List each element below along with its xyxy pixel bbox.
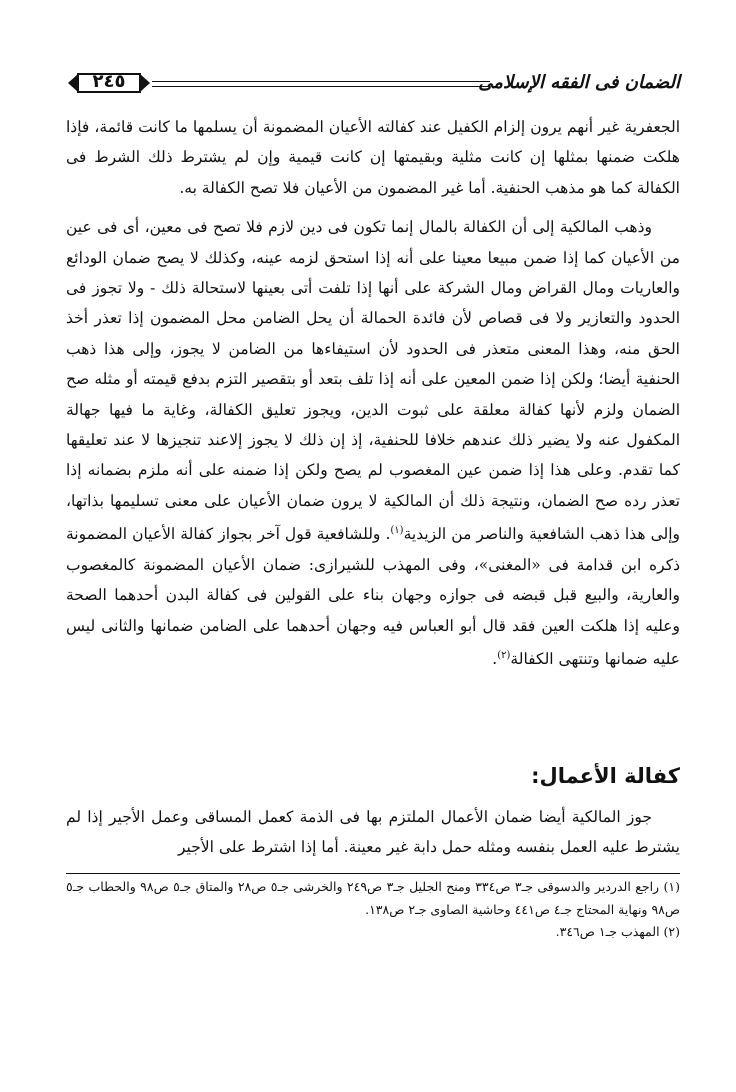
paragraph-2-text-a: وذهب المالكية إلى أن الكفالة بالمال إنما تكون فى دين لازم فلا تصح فى معين، أى فى عين من الأعيان كما إذا ضمن مبيعا معينا على أنه إذا استحق لزمه عينه، وكذلك لا يصح ضمان الودائع والعاريات ومال القراض ومال الشركة على أنها إذا تلفت أتى بعينها لاستحالة ذلك - ولا تجوز فى الحدود والتعازير ولا فى قصاص لأن فائدة الحمالة أن يحل الضامن محل المضمون إذا تعذر أخذ الحق منه، وهذا المعنى متعذر فى الحدود لأن استيفاءها من الضامن لا يجوز، وإلى هذا ذهب الحنفية أيضا؛ ولكن إذا ضمن المعين على أنه إذا تلف بتعد أو بتقصير التزم بدفع قيمته أو مثله صح الضمان ولزم لأنها كفالة معلقة على ثبوت الدين، ويجوز تعليق الكفالة، وغاية ما فيها جهالة المكفول عنه ولا يضير ذلك عندهم خلافا للحنفية، إذ إن ذلك لا يجوز إلاعند تنجيزها لا عند تعليقها كما تقدم. وعلى هذا إذا ضمن عين المغصوب لم يصح ولكن إذا ضمنه على أنه ملزم بضمانه إذا تعذر رده صح الضمان، ونتيجة ذلك أن المالكية لا يرون ضمان الأعيان على معنى تسليمها بذاتها، وإلى هذا ذهب الشافعية والناصر من الزيدية bbox=[66, 218, 681, 544]
paragraph-1: الجعفرية غير أنهم يرون إلزام الكفيل عند كفالته الأعيان المضمونة أن يسلمها ما كانت قائمة، فإذا هلكت ضمنها بمثلها إن كانت مثلية وبقيمتها إن كانت قيمية وإن لم يشترط ذلك الشرط فى الكفالة كما هو مذهب الحنفية. أما غير المضمون من الأعيان فلا تصح الكفالة به. bbox=[66, 118, 680, 197]
footnote-1: (١) راجع الدردير والدسوقى جـ٣ ص٣٣٤ ومنح الجليل جـ٣ ص٢٤٩ والخرشى جـ٥ ص٢٨ والمتاق جـ٥ ص٩٨ والحطاب جـ٥ ص٩٨ ونهاية المحتاج جـ٤ ص٤٤١ وحاشية الصاوى جـ٢ ص١٣٨. bbox=[66, 879, 680, 917]
paragraph-3: جوز المالكية أيضا ضمان الأعمال الملتزم بها فى الذمة كعمل المساقى وعمل الأجير إذا لم يشترط عليه العمل بنفسه ومثله حمل دابة غير معينة. أما إذا اشترط على الأجير bbox=[66, 808, 680, 857]
page-header bbox=[66, 72, 680, 106]
running-title: الضمان فى الفقه الإسلامى bbox=[478, 72, 680, 93]
footnote-2: (٢) المهذب جـ١ ص٣٤٦. bbox=[555, 924, 680, 939]
page-number: ٢٤٥ bbox=[92, 71, 126, 92]
footnote-ref-2[interactable]: (٢) bbox=[497, 650, 511, 662]
main-text bbox=[66, 112, 680, 684]
section-heading: كفالة الأعمال: bbox=[531, 764, 680, 788]
header-rule bbox=[152, 81, 490, 87]
page-number-ornament bbox=[66, 72, 152, 94]
section-text bbox=[66, 802, 680, 872]
paragraph-2 bbox=[66, 212, 680, 674]
footnotes bbox=[66, 876, 680, 944]
footnote-divider bbox=[66, 873, 680, 874]
paragraph-2-text-c: . bbox=[492, 650, 498, 669]
footnote-ref-1[interactable]: (١) bbox=[390, 525, 404, 537]
paragraph-2-text-b: . وللشافعية قول آخر بجواز كفالة الأعيان المضمونة ذكره ابن قدامة فى «المغنى»، وفى المهذب للشيرازى: ضمان الأعيان المضمونة كالمغصوب والعارية، والبيع قبل قبضه فى جوازه وجهان بناء على القولين فى كفالة البدن أحدهما الصحة وعليه إذا هلكت العين فقد قال أبو العباس فيه وجهان أحدهما على الضامن ضمانها والثانى ليس عليه ضمانها وتنتهى الكفالة bbox=[66, 525, 680, 669]
